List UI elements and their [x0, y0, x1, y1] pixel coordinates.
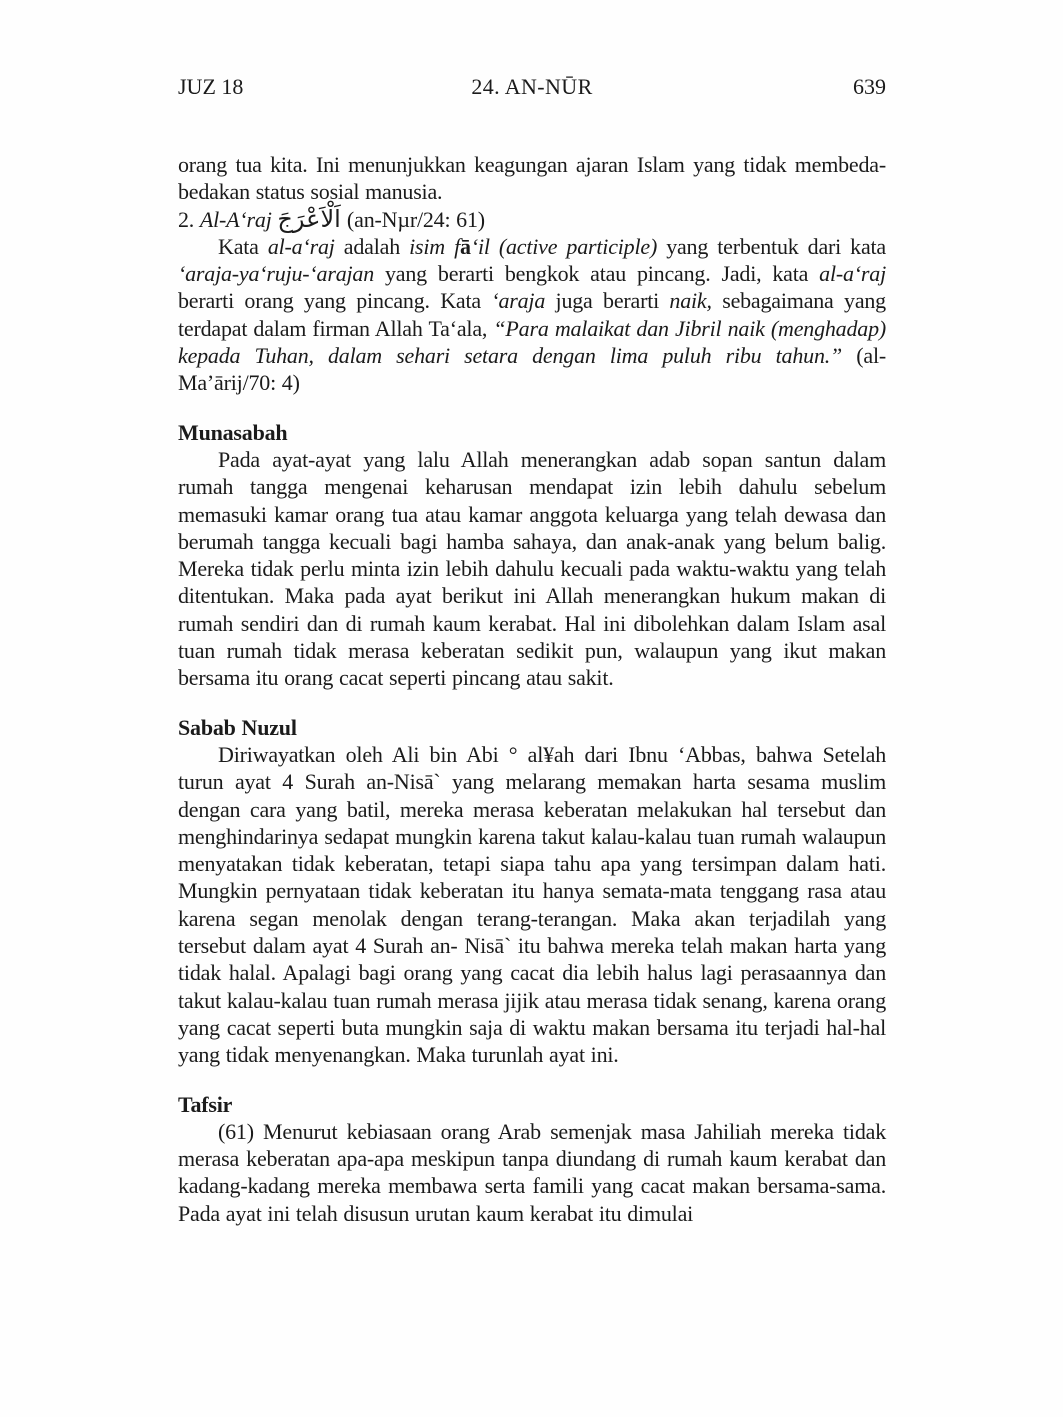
text-segment: isim f — [409, 233, 460, 259]
text-segment: ‘araja — [491, 288, 546, 314]
munasabah-heading: Munasabah — [178, 419, 288, 445]
text-segment: ‘araja-ya‘ruju-‘arajan — [178, 261, 375, 287]
juz-label: JUZ 18 — [178, 74, 244, 99]
text-segment: Kata — [218, 233, 268, 259]
paragraph-continuation — [178, 151, 886, 206]
text-segment: adalah — [334, 233, 410, 259]
text-segment: juga berarti — [545, 288, 670, 314]
text-segment: al-a‘raj — [267, 233, 335, 259]
text-segment: naik, — [669, 288, 712, 314]
text-segment: yang berarti bengkok atau pincang. Jadi, kata — [374, 261, 820, 287]
sabab-nuzul-heading: Sabab Nuzul — [178, 714, 297, 740]
text-segment: (an-Nµr/24: 61) — [340, 206, 486, 232]
page-body — [178, 151, 886, 1227]
text-segment: Al-A‘raj — [199, 206, 278, 232]
paragraph-sabab-nuzul — [178, 741, 886, 1069]
paragraph-munasabah — [178, 446, 886, 692]
text-segment: (61) Menurut kebiasaan orang Arab semenjak masa Jahiliah mereka tidak merasa keberatan apa-apa meskipun tanpa diundang di rumah kaum kerabat dan kadang-kadang mereka membawa serta famili yang cacat makan bersama-sama. Pada ayat ini telah disusun urutan kaum kerabat itu dimulai — [178, 1118, 886, 1226]
page-number: 639 — [853, 74, 886, 99]
text-segment: al-a‘raj — [819, 261, 886, 287]
text-segment: sebagaimana yang terdapat dalam firman Allah Ta‘ala, — [178, 288, 886, 341]
surah-title: 24. AN-NŪR — [471, 74, 593, 99]
tafsir-heading: Tafsir — [178, 1091, 233, 1117]
text-segment: Diriwayatkan oleh Ali bin Abi ° al¥ah dari Ibnu ‘Abbas, bahwa Setelah turun ayat 4 Surah an-Nisā` yang melarang memakan harta sesama muslim dengan cara yang batil, mereka merasa keberatan melakukan hal tersebut dan menghindarinya sedapat mungkin karena takut kalau-kalau tuan rumah walaupun menyatakan tidak keberatan, tetapi siapa tahu apa yang tersimpan dalam hati. Mungkin pernyataan tidak keberatan itu hanya semata-mata tenggang rasa atau karena segan menolak dengan terang-terangan. Maka akan terjadilah yang tersebut dalam ayat 4 Surah an- Nisā` itu bahwa mereka telah makan harta yang tidak halal. Apalagi bagi orang yang cacat dia lebih halus lagi perasaannya dan takut kalau-kalau tuan rumah merasa jijik atau merasa tidak senang, karena orang yang cacat seperti buta mungkin saja di waktu makan bersama itu terjadi hal-hal yang tidak menyenangkan. Maka turunlah ayat ini. — [178, 741, 886, 1068]
text-segment: ‘il (active participle) — [470, 233, 658, 259]
paragraph-tafsir — [178, 1118, 886, 1227]
text-segment: 2. — [178, 206, 200, 232]
text-segment: orang tua kita. Ini menunjukkan keagungan ajaran Islam yang tidak membeda-bedakan status sosial manusia. — [178, 152, 886, 205]
text-segment: ā — [460, 233, 471, 259]
text-segment: Pada ayat-ayat yang lalu Allah menerangkan adab sopan santun dalam rumah tangga mengenai keharusan mendapat izin lebih dahulu sebelum memasuki kamar orang tua atau kamar anggota keluarga yang telah dewasa dan berumah tangga kecuali bagi hamba sahaya, dan anak-anak yang belum balig. Mereka tidak perlu minta izin lebih dahulu kecuali pada waktu-waktu yang telah ditentukan. Maka pada ayat berikut ini Allah menerangkan hukum makan di rumah sendiri dan di rumah kaum kerabat. Hal ini dibolehkan dalam Islam asal tuan rumah tidak merasa keberatan sedikit pun, walaupun yang ikut makan bersama itu orang cacat seperti pincang atau sakit. — [178, 446, 886, 691]
al-araj-item-line — [178, 206, 886, 233]
text-segment: yang terbentuk dari kata — [657, 233, 886, 259]
text-segment: (al-Ma’ārij/70: 4) — [178, 343, 887, 396]
paragraph-al-araj-definition — [178, 233, 886, 397]
text-segment: berarti orang yang pincang. Kata — [178, 288, 492, 314]
page-header — [178, 74, 886, 102]
text-segment: “Para malaikat dan Jibril naik (menghadap) kepada Tuhan, dalam sehari setara dengan lima puluh ribu tahun.” — [178, 315, 886, 369]
arabic-text: اَلْاَعْرَجَ — [277, 204, 341, 233]
